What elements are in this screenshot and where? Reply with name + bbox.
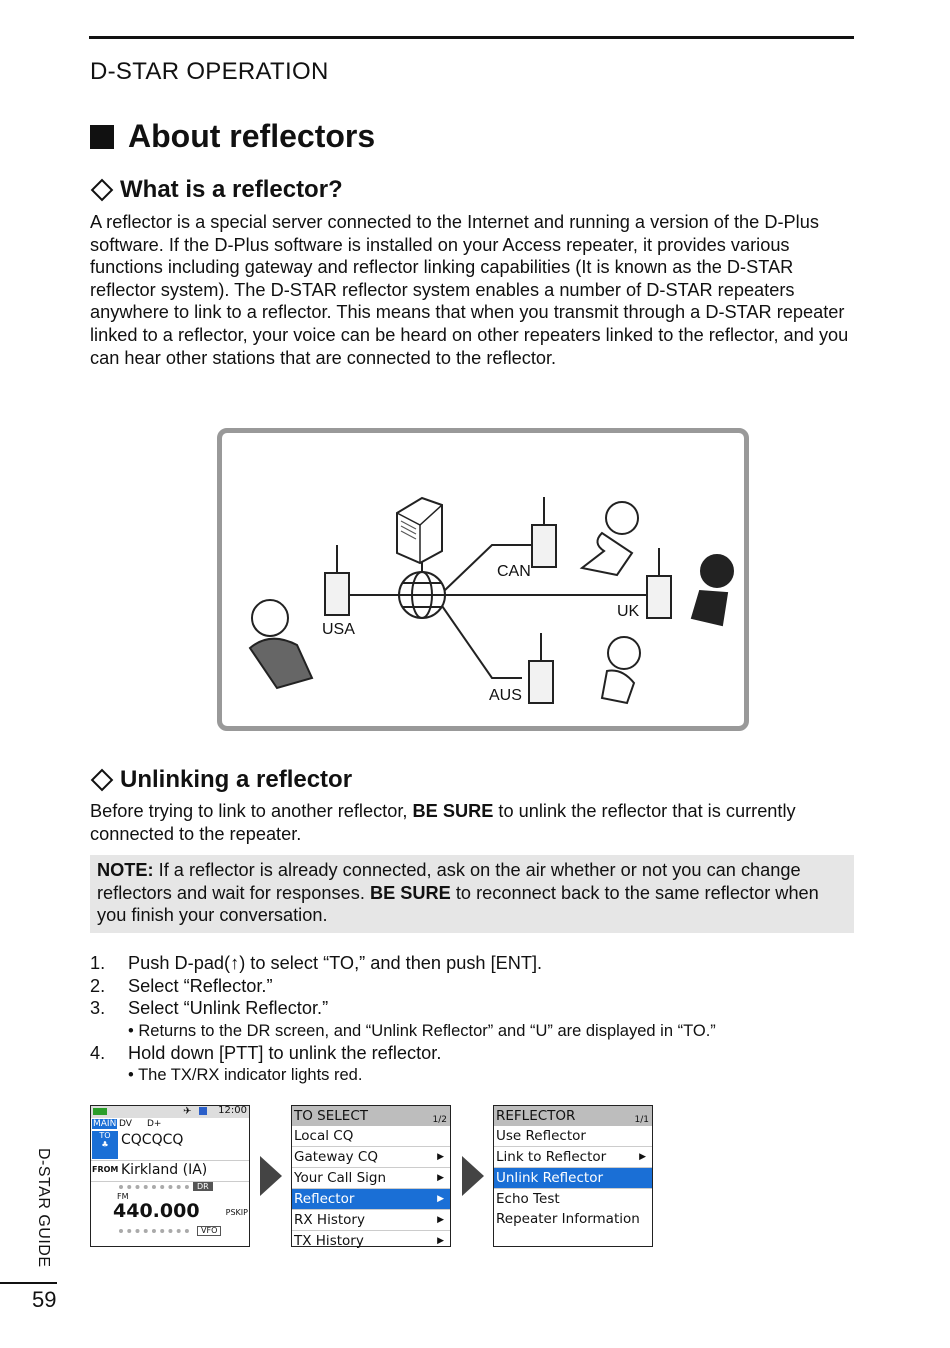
diagram-drawing: [222, 433, 744, 726]
menu-echo-test[interactable]: Echo Test: [496, 1191, 560, 1207]
subheading-what-text: What is a reflector?: [120, 176, 343, 203]
to-select-screen: [291, 1105, 451, 1247]
submenu-arrow-icon: ▶: [437, 1194, 444, 1204]
page-number: 59: [32, 1287, 57, 1312]
diamond-bullet-icon: [91, 769, 114, 792]
step-4-note: • The TX/RX indicator lights red.: [128, 1066, 363, 1084]
mode-dv: DV: [119, 1119, 132, 1129]
reflector-title: REFLECTOR 1/1: [494, 1106, 652, 1126]
gps-icon: [199, 1107, 207, 1115]
note-box: NOTE: If a reflector is already connected, ask on the air whether or not you can change reflectors and wait for responses. BE SURE to reconnect back to the same reflector when you finish your conversation.: [90, 855, 854, 933]
menu-tx-history[interactable]: TX History ▶: [294, 1233, 444, 1249]
menu-repeater-information[interactable]: Repeater Information: [496, 1211, 640, 1227]
label-uk: UK: [617, 603, 640, 620]
dr-screen: [90, 1105, 250, 1247]
arrow-right-icon: [260, 1156, 282, 1196]
dr-status-bar: [91, 1106, 249, 1118]
globe-icon: [399, 572, 445, 618]
to-value: CQCQCQ: [121, 1132, 184, 1148]
battery-icon: [93, 1108, 107, 1115]
vfo-badge: VFO: [197, 1226, 221, 1236]
submenu-arrow-icon: ▶: [437, 1173, 444, 1183]
from-tag: FROM: [92, 1165, 119, 1174]
section-label: D-STAR OPERATION: [90, 58, 329, 85]
mode-dplus: D+: [147, 1119, 162, 1129]
frequency: 440.000: [113, 1200, 200, 1222]
menu-rx-history[interactable]: RX History ▶: [292, 1210, 450, 1231]
reflector-screen: [493, 1105, 653, 1247]
group-icon: ♣: [101, 1140, 109, 1149]
menu-your-call-sign[interactable]: Your Call Sign ▶: [292, 1168, 450, 1189]
diamond-bullet-icon: [91, 179, 114, 202]
reflector-diagram: [217, 428, 749, 731]
header-rule: [89, 36, 854, 39]
menu-link-to-reflector[interactable]: Link to Reflector ▶: [494, 1147, 652, 1168]
what-paragraph: A reflector is a special server connected to the Internet and running a version of the D-Plus software. If the D-Plus software is installed on your Access repeater, it provides various functions including gateway and reflector linking capabilities (It is known as the D-STAR reflector system). The D-STAR reflector system enables a number of D-STAR repeaters anywhere to link to a reflector. This means that when you transmit through a D-STAR repeater linked to a reflector, your voice can be heard on other repeaters linked to the reflector, and you can hear other stations that are connected to the reflector.: [90, 212, 849, 368]
label-aus: AUS: [489, 687, 522, 704]
to-row[interactable]: [91, 1130, 249, 1161]
subheading-unlink-text: Unlinking a reflector: [120, 766, 353, 793]
submenu-arrow-icon: ▶: [437, 1236, 444, 1246]
main-badge: MAIN: [93, 1119, 117, 1129]
menu-reflector[interactable]: Reflector ▶: [292, 1189, 450, 1210]
subheading-unlink: [90, 766, 352, 794]
server-icon: [397, 498, 442, 563]
submenu-arrow-icon: ▶: [437, 1152, 444, 1162]
step-4: 4. Hold down [PTT] to unlink the reflector.: [90, 1042, 442, 1063]
subheading-what: [90, 176, 343, 204]
pskip-label: PSKIP: [225, 1208, 248, 1217]
arrow-right-icon: [462, 1156, 484, 1196]
label-usa: USA: [322, 621, 355, 638]
fm-label: FM: [117, 1192, 129, 1201]
step-3: 3. Select “Unlink Reflector.”: [90, 998, 329, 1018]
from-row[interactable]: [91, 1161, 249, 1182]
to-tag: TO ♣: [92, 1131, 118, 1159]
page-title-text: About reflectors: [128, 118, 376, 154]
from-value: Kirkland (IA): [121, 1162, 208, 1178]
satellite-icon: ✈: [183, 1106, 192, 1117]
submenu-arrow-icon: ▶: [437, 1215, 444, 1225]
s-meter-2: [119, 1229, 189, 1233]
menu-local-cq[interactable]: Local CQ: [292, 1126, 450, 1147]
steps-list: [90, 952, 854, 1086]
submenu-arrow-icon: ▶: [639, 1152, 646, 1162]
menu-unlink-reflector[interactable]: Unlink Reflector: [494, 1168, 652, 1189]
side-tab-label: D-STAR GUIDE: [35, 1148, 52, 1268]
page-number-rule: [0, 1282, 57, 1284]
unlink-intro: Before trying to link to another reflector, BE SURE to unlink the reflector that is currently connected to the repeater.: [90, 801, 796, 844]
label-can: CAN: [497, 563, 531, 580]
dr-badge: DR: [193, 1182, 213, 1191]
step-2: 2. Select “Reflector.”: [90, 975, 273, 996]
menu-gateway-cq[interactable]: Gateway CQ ▶: [292, 1147, 450, 1168]
square-bullet-icon: [90, 125, 114, 149]
to-select-title: TO SELECT 1/2: [292, 1106, 450, 1126]
page-title: [90, 118, 375, 155]
step-1: 1. Push D-pad(↑) to select “TO,” and then push [ENT].: [90, 953, 543, 973]
step-3-note: • Returns to the DR screen, and “Unlink Reflector” and “U” are displayed in “TO.”: [128, 1021, 716, 1040]
menu-use-reflector[interactable]: Use Reflector: [494, 1126, 652, 1147]
clock: 12:00: [218, 1105, 247, 1116]
